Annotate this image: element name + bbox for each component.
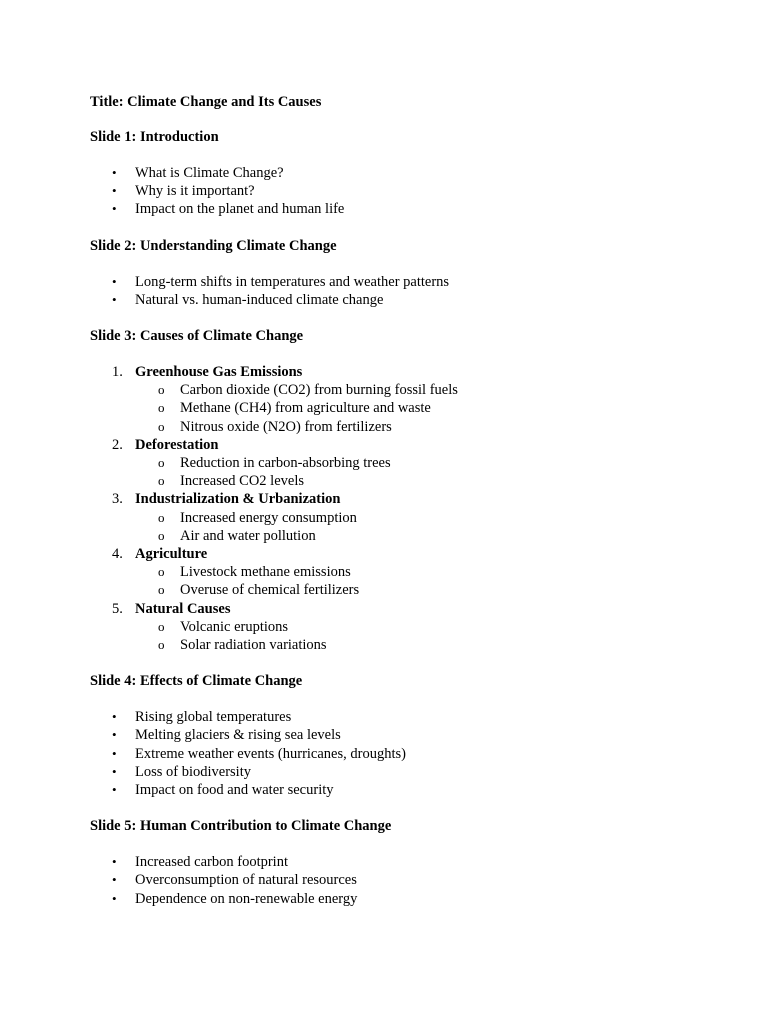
sub-list-item [135,399,710,417]
slide-3-section [90,327,710,654]
bullet-icon: • [112,763,117,779]
list-item-text: Increased carbon footprint [135,854,288,871]
list-item [90,890,710,908]
slide-2-heading: Slide 2: Understanding Climate Change [90,237,337,254]
list-item [90,853,710,871]
cause-item [90,600,710,655]
causes-numbered-list [90,363,710,654]
circle-bullet-icon: o [158,637,165,653]
sub-list-item-text: Reduction in carbon-absorbing trees [180,455,391,472]
cause-title: Agriculture [135,546,208,563]
document-title: Title: Climate Change and Its Causes [90,94,322,110]
circle-bullet-icon: o [158,455,165,471]
cause-item [90,490,710,545]
bullet-icon: • [112,183,117,199]
list-item [90,763,710,781]
sub-list-item-text: Increased CO2 levels [180,473,305,490]
cause-number: 1. [112,364,123,381]
document-page [90,93,710,926]
cause-sub-list [135,454,710,490]
list-item-text: Loss of biodiversity [135,763,251,780]
slide-1-bullet-list [90,164,710,219]
sub-list-item-text: Increased energy consumption [180,509,357,526]
circle-bullet-icon: o [158,582,165,598]
cause-number: 5. [112,600,123,617]
sub-list-item [135,527,710,545]
list-item-text: Natural vs. human-induced climate change [135,291,384,308]
list-item-text: Extreme weather events (hurricanes, droughts) [135,745,406,762]
cause-title: Industrialization & Urbanization [135,491,341,508]
cause-title: Deforestation [135,436,219,453]
list-item [90,745,710,763]
list-item-text: Rising global temperatures [135,709,292,726]
cause-sub-list [135,618,710,654]
sub-list-item-text: Volcanic eruptions [180,618,289,635]
sub-list-item [135,454,710,472]
list-item [90,164,710,182]
bullet-icon: • [112,872,117,888]
cause-item [90,436,710,491]
list-item [90,781,710,799]
bullet-icon: • [112,201,117,217]
circle-bullet-icon: o [158,473,165,489]
list-item [90,273,710,291]
sub-list-item-text: Carbon dioxide (CO2) from burning fossil fuels [180,382,458,399]
list-item [90,871,710,889]
list-item-text: Overconsumption of natural resources [135,872,357,889]
sub-list-item-text: Overuse of chemical fertilizers [180,582,360,599]
sub-list-item-text: Solar radiation variations [180,637,327,654]
cause-title: Greenhouse Gas Emissions [135,364,303,381]
circle-bullet-icon: o [158,400,165,416]
sub-list-item [135,581,710,599]
slide-2-section [90,237,710,309]
list-item [90,200,710,218]
sub-list-item [135,509,710,527]
bullet-icon: • [112,291,117,307]
circle-bullet-icon: o [158,418,165,434]
cause-item [90,363,710,436]
slide-1-section [90,128,710,219]
cause-number: 4. [112,546,123,563]
circle-bullet-icon: o [158,509,165,525]
sub-list-item-text: Methane (CH4) from agriculture and waste [180,400,431,417]
circle-bullet-icon: o [158,382,165,398]
cause-sub-list [135,509,710,545]
cause-title: Natural Causes [135,600,231,617]
list-item [90,726,710,744]
sub-list-item-text: Nitrous oxide (N2O) from fertilizers [180,418,392,435]
bullet-icon: • [112,727,117,743]
cause-number: 2. [112,436,123,453]
sub-list-item [135,636,710,654]
bullet-icon: • [112,890,117,906]
list-item-text: Dependence on non-renewable energy [135,890,358,907]
cause-number: 3. [112,491,123,508]
bullet-icon: • [112,782,117,798]
slide-3-heading: Slide 3: Causes of Climate Change [90,328,304,345]
slide-5-heading: Slide 5: Human Contribution to Climate Change [90,818,392,835]
list-item-text: Why is it important? [135,183,255,200]
sub-list-item [135,618,710,636]
slide-4-bullet-list [90,708,710,799]
sub-list-item-text: Air and water pollution [180,527,316,544]
list-item-text: Melting glaciers & rising sea levels [135,727,341,744]
slide-5-section [90,817,710,908]
list-item-text: Impact on the planet and human life [135,201,345,218]
slide-5-bullet-list [90,853,710,908]
sub-list-item [135,381,710,399]
slide-2-bullet-list [90,273,710,309]
bullet-icon: • [112,273,117,289]
circle-bullet-icon: o [158,527,165,543]
list-item [90,708,710,726]
cause-sub-list [135,563,710,599]
sub-list-item [135,418,710,436]
list-item-text: Long-term shifts in temperatures and weather patterns [135,273,450,290]
sub-list-item [135,563,710,581]
bullet-icon: • [112,854,117,870]
circle-bullet-icon: o [158,618,165,634]
cause-sub-list [135,381,710,436]
slide-1-heading: Slide 1: Introduction [90,129,219,145]
slide-4-section [90,672,710,799]
cause-item [90,545,710,600]
circle-bullet-icon: o [158,564,165,580]
list-item [90,291,710,309]
list-item-text: Impact on food and water security [135,782,334,799]
list-item [90,182,710,200]
sub-list-item [135,472,710,490]
slide-4-heading: Slide 4: Effects of Climate Change [90,673,303,690]
bullet-icon: • [112,745,117,761]
bullet-icon: • [112,165,117,180]
bullet-icon: • [112,709,117,725]
sub-list-item-text: Livestock methane emissions [180,564,351,581]
list-item-text: What is Climate Change? [135,165,284,181]
